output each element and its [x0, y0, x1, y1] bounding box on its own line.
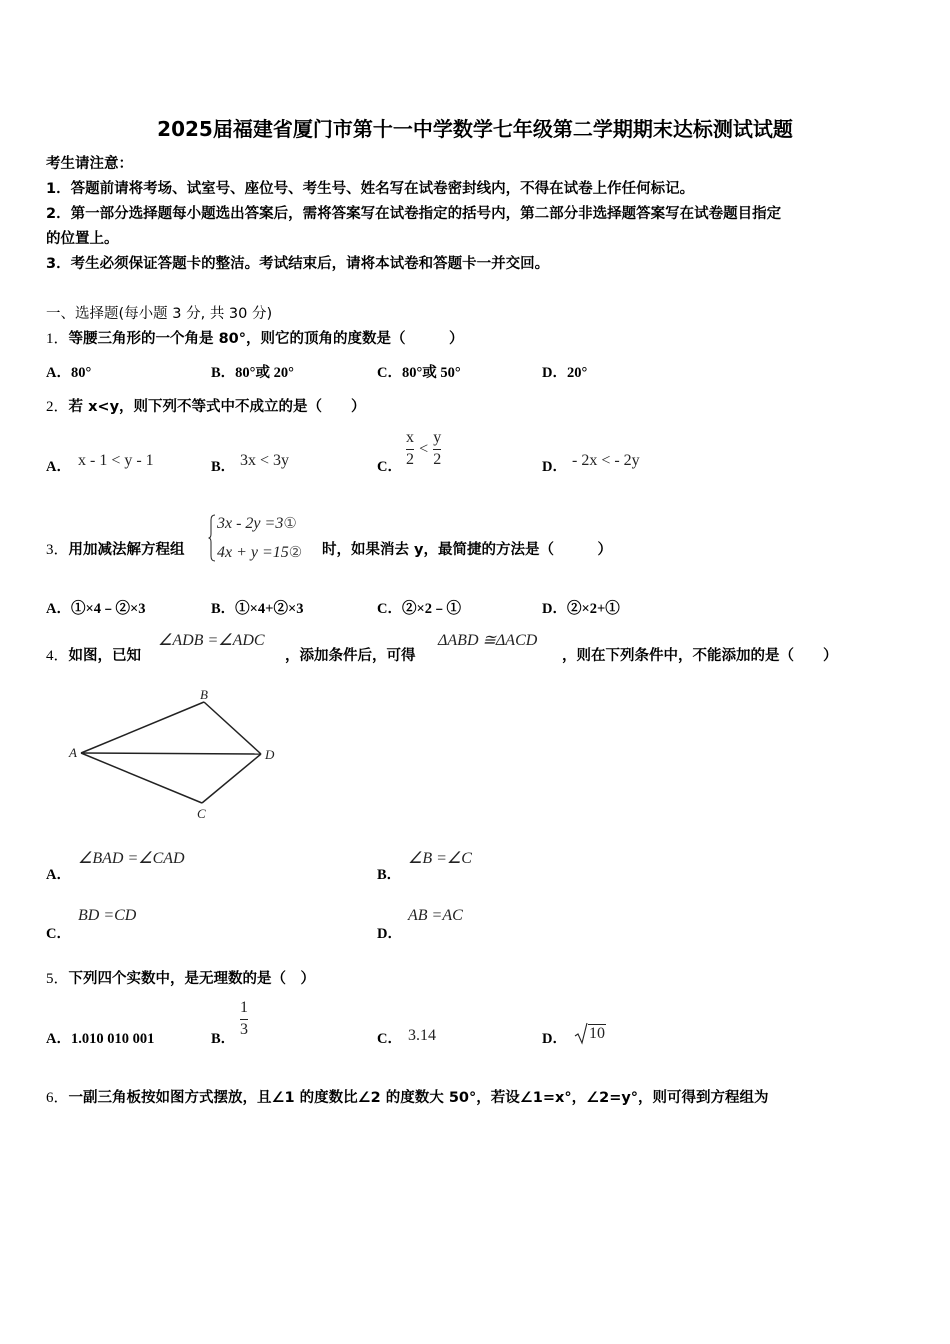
question-5 [46, 967, 315, 988]
q2-option-a: x - 1 < y - 1 [78, 452, 154, 469]
segment-ab [81, 702, 204, 753]
q5-option-d: 10 [574, 1022, 606, 1046]
equation-2: 4x + y =15② [217, 544, 303, 561]
q2-option-a-label: A． [46, 459, 71, 475]
notice-item: 1．答题前请将考场、试室号、座位号、考生号、姓名写在试卷密封线内，不得在试卷上作任何标记。 [46, 181, 695, 197]
q4-option-c-label: C． [46, 926, 71, 942]
q1-option-b: B．80°或 20° [211, 365, 294, 381]
notice-heading: 考生请注意： [46, 156, 133, 172]
notice-item: 2．第一部分选择题每小题选出答案后，需将答案写在试卷指定的括号内，第二部分非选择题答案写在试卷题目指定 [46, 206, 782, 222]
q4-option-d-label: D． [377, 926, 402, 942]
segment-cd [202, 754, 261, 803]
question-text: 一副三角板按如图方式摆放，且∠1 的度数比∠2 的度数大 50°，若设∠1=x°，∠2=y°，则可得到方程组为 [68, 1090, 769, 1106]
question-number: 1． [46, 331, 69, 347]
question-text: 用加减法解方程组 [68, 542, 185, 558]
page-title: 2025届福建省厦门市第十一中学数学七年级第二学期期末达标测试试题 [157, 117, 793, 141]
q5-option-d-label: D． [542, 1031, 567, 1047]
question-6 [46, 1086, 769, 1107]
notice-item: 的位置上。 [46, 231, 119, 247]
congruence-result: ΔABD ≅ΔACD [438, 632, 538, 649]
question-3 [46, 538, 185, 559]
vertex-label-c: C [197, 806, 206, 821]
question-text: 下列四个实数中，是无理数的是（ ） [68, 971, 316, 987]
vertex-label-b: B [200, 687, 208, 702]
question-number: 3． [46, 542, 69, 558]
question-number: 6． [46, 1090, 69, 1106]
section-heading: 一、选择题(每小题 3 分, 共 30 分) [46, 306, 273, 322]
q5-option-b-label: B． [211, 1031, 236, 1047]
q1-option-d: D．20° [542, 365, 588, 381]
q3-option-c: C．②×2﹣① [377, 601, 461, 617]
fraction: $\frac{y}{2}$ [433, 429, 442, 468]
question-text: ，则在下列条件中，不能添加的是（ ） [562, 648, 838, 664]
q4-option-a-label: A． [46, 867, 71, 883]
question-text: ，添加条件后，可得 [285, 648, 416, 664]
segment-ad [81, 753, 261, 754]
segment-bd [204, 702, 261, 754]
q3-option-a: A．①×4﹣②×3 [46, 601, 146, 617]
vertex-label-a: A [69, 745, 77, 760]
brace-icon [208, 514, 216, 562]
q4-option-b: ∠B =∠C [408, 850, 472, 867]
q5-option-c: 3.14 [408, 1027, 436, 1044]
q2-option-b: 3x < 3y [240, 452, 290, 469]
question-1 [46, 327, 464, 348]
q3-option-d: D．②×2+① [542, 601, 620, 617]
q2-option-c-label: C． [377, 459, 402, 475]
q4-option-a: ∠BAD =∠CAD [78, 850, 185, 867]
q5-option-c-label: C． [377, 1031, 402, 1047]
segment-ac [81, 753, 202, 803]
q2-option-d-label: D． [542, 459, 567, 475]
vertex-label-d: D [265, 747, 275, 762]
question-number: 4． [46, 648, 69, 664]
q4-option-b-label: B． [377, 867, 402, 883]
q2-option-c: $\frac{x}{2}$ < $\frac{y}{2}$ [406, 429, 442, 468]
radical-sign-icon [574, 1022, 588, 1046]
question-text: 若 x<y，则下列不等式中不成立的是（ ） [68, 399, 366, 415]
q1-option-c: C．80°或 50° [377, 365, 461, 381]
fraction: $\frac{1}{3}$ [240, 999, 248, 1038]
q1-option-a: A．80° [46, 365, 92, 381]
question-text: 如图，已知 [68, 648, 142, 664]
q4-option-d: AB =AC [408, 907, 463, 924]
question-number: 2． [46, 399, 69, 415]
q5-option-a: A．1.010 010 001 [46, 1031, 155, 1047]
q4-option-c: BD =CD [78, 907, 137, 924]
fraction: $\frac{x}{2}$ [406, 429, 414, 468]
q5-option-b [240, 1000, 248, 1039]
q3-option-b: B．①×4+②×3 [211, 601, 304, 617]
q2-option-d: - 2x < - 2y [572, 452, 640, 469]
quadrilateral-figure [65, 685, 285, 825]
given-condition: ∠ADB =∠ADC [158, 632, 265, 649]
q2-option-b-label: B． [211, 459, 236, 475]
question-number: 5． [46, 971, 69, 987]
question-2 [46, 395, 366, 416]
question-4 [46, 644, 141, 665]
notice-item: 3．考生必须保证答题卡的整洁。考试结束后，请将本试卷和答题卡一并交回。 [46, 256, 550, 272]
question-text: 时，如果消去 y，最简捷的方法是（ ） [322, 542, 612, 558]
question-text: 等腰三角形的一个角是 80°，则它的顶角的度数是（ ） [68, 331, 464, 347]
equation-1: 3x - 2y =3① [217, 515, 297, 532]
